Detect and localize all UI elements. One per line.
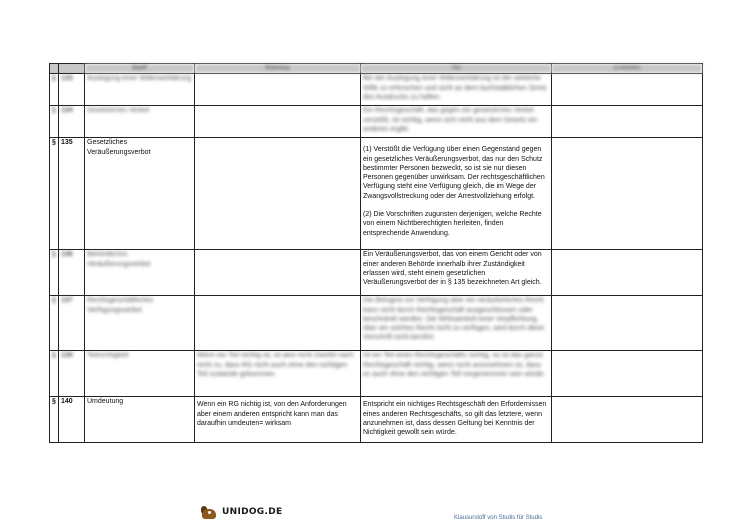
logo-text: UNIDOG.DE (222, 507, 283, 517)
row-number: 133 (59, 74, 85, 106)
header-number (59, 64, 85, 74)
header-text: Text (361, 64, 552, 74)
row-term: Gesetzliches Verbot (85, 106, 195, 138)
row-text-paragraph: (1) Verstößt die Verfügung über einen Gegenstand gegen ein gesetzliches Veräußerungsverbot, das nur den Schutz bestimmter Personen bezweckt, so ist sie nur diesen Personen gegenüber unwirksam. Der rechtsgeschäftlichen Verfügung steht eine Verfügung gleich, die im Wege der Zwangsvollstreckung oder der Arrestvollziehung erfolgt. (363, 146, 545, 200)
table-row (50, 250, 703, 296)
row-text-paragraph: Ein Veräußerungsverbot, das von einem Gericht oder von einer anderen Behörde innerhalb ihrer Zuständigkeit erlassen wird, steht einem gesetzlichen Veräußerungsverbot der in § 135 bezeichneten Art gleich. (363, 250, 549, 287)
row-text-paragraph: (2) Die Vorschriften zugunsten derjenigen, welche Rechte von einem Nichtberechtigten herleiten, finden entsprechende Anwendung. (363, 211, 542, 237)
row-meaning (195, 106, 361, 138)
row-section-sign: § (50, 397, 59, 443)
law-table (49, 63, 703, 443)
footer-tagline: Klausurstoff von Studis für Studis (454, 515, 543, 521)
row-term: Umdeutung (85, 397, 195, 443)
header-term: Begriff (85, 64, 195, 74)
table-row (50, 138, 703, 250)
row-section-sign: § (50, 250, 59, 296)
row-text-paragraph: Ist ein Teil eines Rechtsgeschäfts nichtig, so ist das ganze Rechtsgeschäft nichtig, wenn nicht anzunehmen ist, dass es auch ohne den nichtigen Teil vorgenommen sein würde. (363, 352, 546, 378)
row-meaning (195, 296, 361, 351)
row-section-sign: § (50, 74, 59, 106)
row-text (361, 296, 552, 351)
row-number: 137 (59, 296, 85, 351)
row-note (552, 74, 703, 106)
row-text (361, 106, 552, 138)
row-term: Auslegung einer Willenserklärung (85, 74, 195, 106)
row-text (361, 351, 552, 397)
row-term: Teilnichtigkeit (85, 351, 195, 397)
row-number: 134 (59, 106, 85, 138)
table-header-row (50, 64, 703, 74)
row-term: Rechtsgeschäftliches Verfügungsverbot (85, 296, 195, 351)
row-section-sign: § (50, 138, 59, 250)
row-number: 140 (59, 397, 85, 443)
row-meaning (195, 138, 361, 250)
dog-icon (200, 503, 220, 521)
row-note (552, 106, 703, 138)
row-note (552, 296, 703, 351)
row-section-sign: § (50, 296, 59, 351)
row-term: Behördliches Veräußerungsverbot (85, 250, 195, 296)
table-row (50, 74, 703, 106)
header-note: zu beachten (552, 64, 703, 74)
row-section-sign: § (50, 106, 59, 138)
row-term: Gesetzliches Veräußerungsverbot (85, 138, 195, 250)
table-row (50, 351, 703, 397)
row-meaning: Wenn ein Teil nichtig ist, ist also nicht Zweifel nach nicht zu, dass RG nicht auch ohne den nichtigen Teil zustande gekommen. (195, 351, 361, 397)
law-table-sheet (49, 63, 702, 443)
row-text (361, 74, 552, 106)
header-section (50, 64, 59, 74)
row-note (552, 397, 703, 443)
row-number: 135 (59, 138, 85, 250)
header-meaning: Bedeutung (195, 64, 361, 74)
unidog-logo (200, 503, 282, 521)
row-number: 136 (59, 250, 85, 296)
table-row (50, 296, 703, 351)
row-number: 139 (59, 351, 85, 397)
table-row (50, 106, 703, 138)
table-row (50, 397, 703, 443)
row-text-paragraph: Die Befugnis zur Verfügung über ein veräußerliches Recht kann nicht durch Rechtsgeschäft ausgeschlossen oder beschränkt werden. Die Wirksamkeit einer Verpflichtung, über ein solches Recht nicht zu verfügen, wird durch diese Vorschrift nicht berührt. (363, 297, 545, 342)
row-note (552, 138, 703, 250)
row-meaning: Wenn ein RG nichtig ist, von den Anforderungen aber einem anderen entspricht kann man das daraufhin umdeuten= wirksam (195, 397, 361, 443)
row-meaning (195, 250, 361, 296)
row-text (361, 397, 552, 443)
row-section-sign: § (50, 351, 59, 397)
row-text-paragraph: Bei der Auslegung einer Willenserklärung ist der wirkliche Wille zu erforschen und nicht an dem buchstäblichen Sinne des Ausdrucks zu haften. (363, 75, 547, 101)
row-text-paragraph: Entspricht ein nichtiges Rechtsgeschäft den Erfordernissen eines anderen Rechtsgeschäfts, so gilt das letztere, wenn anzunehmen ist, dass dessen Geltung bei Kenntnis der Nichtigkeit gewollt sein würde. (363, 401, 547, 437)
row-meaning (195, 74, 361, 106)
row-note (552, 351, 703, 397)
row-text-paragraph: Ein Rechtsgeschäft, das gegen ein gesetzliches Verbot verstößt, ist nichtig, wenn sich nicht aus dem Gesetz ein anderes ergibt. (363, 107, 538, 133)
row-note (552, 250, 703, 296)
row-text (361, 138, 552, 250)
row-text (361, 250, 552, 296)
